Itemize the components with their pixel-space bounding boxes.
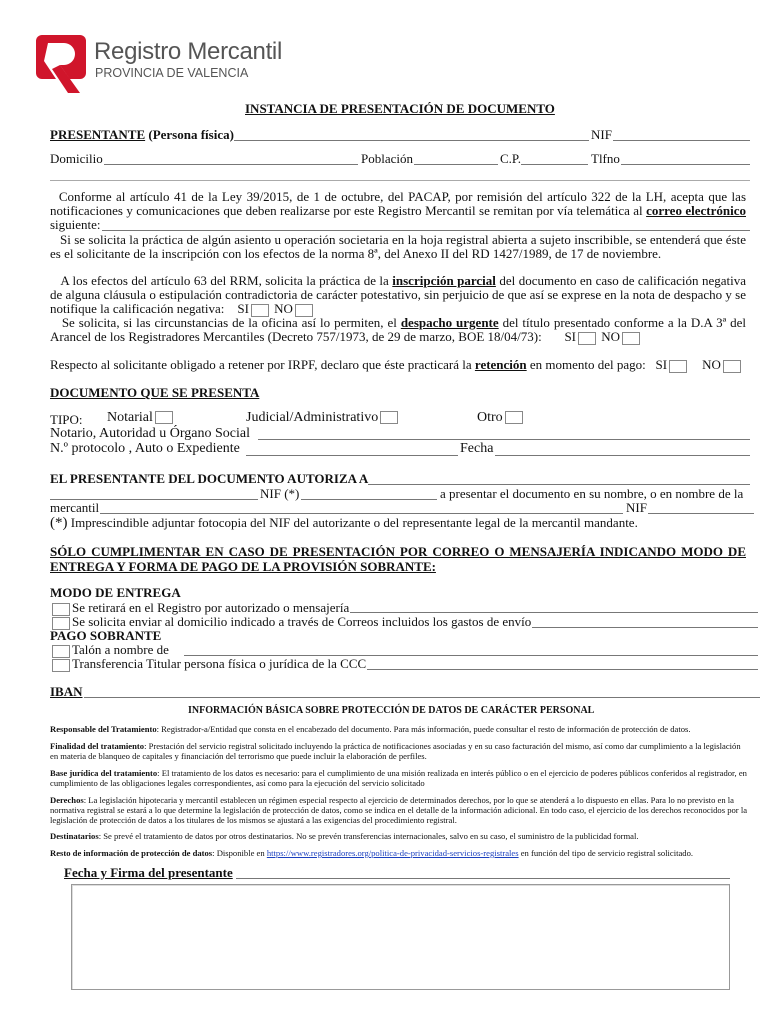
mercantil-nif-label: NIF: [626, 500, 647, 515]
responsable-row: Responsable del Tratamiento: Registrador-a/Entidad que consta en el encabezado del documento. Para más información, puede consultar el resto de información de protección de datos.: [50, 724, 691, 734]
presentante-name-field[interactable]: [234, 140, 589, 141]
nif-field[interactable]: [613, 140, 750, 141]
pago-opcion-transferencia[interactable]: Transferencia Titular persona física o jurídica de la CCC: [50, 656, 366, 672]
autorizado-field[interactable]: [368, 484, 750, 485]
document-title: INSTANCIA DE PRESENTACIÓN DE DOCUMENTO: [245, 101, 555, 116]
nif-label: NIF: [591, 127, 612, 142]
correo-heading: SÓLO CUMPLIMENTAR EN CASO DE PRESENTACIÓN POR CORREO O MENSAJERÍA INDICANDO MODO DE ENTREGA Y FORMA DE PAGO DE LA PROVISIÓN SOBRANTE:: [50, 544, 746, 574]
retencion-si-checkbox[interactable]: [669, 360, 687, 373]
tipo-judicial-option[interactable]: Judicial/Administrativo: [246, 410, 400, 426]
inscripcion-parcial-paragraph: A los efectos del artículo 63 del RRM, solicita la práctica de la inscripción parcial del documento en caso de calificación negativa de alguna cláusula o estipulación contradictoria de carácter potestativo, sin perjuicio de que así se exprese en la nota de despacho y se notifique la calificación negativa: SI NO: [50, 273, 747, 316]
mercantil-field[interactable]: [100, 513, 623, 514]
enviar-field[interactable]: [532, 627, 758, 628]
modo-opcion-retirar[interactable]: Se retirará en el Registro por autorizado o mensajería: [50, 600, 349, 616]
notificaciones-paragraph: Conforme al artículo 41 de la Ley 39/2015, de 1 de octubre, del PACAP, por remisión del artículo 322 de la LH, acepta que las notificaciones y comunicaciones que deben realizarse por este Registro Mercantil se remitan por vía telemática al correo electrónico siguiente:: [50, 189, 747, 232]
poblacion-label: Población: [361, 151, 413, 166]
documento-heading: DOCUMENTO QUE SE PRESENTA: [50, 385, 260, 400]
privacy-policy-link[interactable]: https://www.registradores.org/politica-de-privacidad-servicios-registrales: [266, 848, 519, 858]
protocolo-label: N.º protocolo , Auto o Expediente: [50, 441, 240, 456]
notario-field[interactable]: [258, 439, 750, 440]
notario-label: Notario, Autoridad u Órgano Social: [50, 426, 250, 441]
finalidad-row: Finalidad del tratamiento: Prestación del servicio registral solicitado incluyendo la práctica de notificaciones asociadas y en su caso facturación del mismo, así como dar cumplimiento a la legislación en materia de blanqueo de capitales y financiación del terrorismo que puede incluir la elaboración de perfiles.: [50, 741, 741, 761]
otro-checkbox[interactable]: [505, 411, 523, 424]
firma-box[interactable]: [71, 884, 730, 990]
fecha-field[interactable]: [495, 455, 750, 456]
pago-opcion-talon[interactable]: Talón a nombre de: [50, 642, 169, 658]
mercantil-label: mercantil: [50, 500, 100, 515]
protocolo-field[interactable]: [246, 455, 458, 456]
domicilio-label: Domicilio: [50, 151, 103, 166]
retencion-paragraph: Respecto al solicitante obligado a retener por IRPF, declaro que éste practicará la retención en momento del pago: SI NO: [50, 357, 750, 373]
firma-underline: [236, 878, 730, 879]
derechos-row: Derechos: La legislación hipotecaria y mercantil establecen un régimen especial respecto al ejercicio de determinados derechos, por lo que se atenderá a lo dispuesto en ellas. Para lo no previsto en la normativa registral se estará a lo que determine la legislación de protección de datos, como se indica en el detalle de la información adicional. En todo caso, el ejercicio de los derechos reconocidos por la legislación de protección de datos a los titulares de los mismos se ajustará a las exigencias del procedimiento registral.: [50, 795, 748, 825]
urgente-si-checkbox[interactable]: [578, 332, 596, 345]
modo-entrega-heading: MODO DE ENTREGA: [50, 585, 181, 600]
autoriza-nif-label: NIF (*): [260, 486, 300, 501]
email-field[interactable]: [102, 230, 750, 231]
pago-sobrante-heading: PAGO SOBRANTE: [50, 628, 162, 643]
logo: [36, 35, 88, 95]
modo-opcion-enviar[interactable]: Se solicita enviar al domicilio indicado a través de Correos incluidos los gastos de envío: [50, 614, 531, 630]
nif-note: (*) Imprescindible adjuntar fotocopia del NIF del autorizante o del representante legal de la mercantil mandante.: [50, 515, 638, 531]
destinatarios-row: Destinatarios: Se prevé el tratamiento de datos por otros destinatarios. No se prevén transferencias internacionales, salvo en su caso, el suministro de la publicidad formal.: [50, 831, 639, 841]
autoriza-heading: EL PRESENTANTE DEL DOCUMENTO AUTORIZA A: [50, 471, 369, 486]
autoriza-nif-field[interactable]: [301, 499, 437, 500]
transferencia-checkbox[interactable]: [52, 659, 70, 672]
sujeto-inscribible-paragraph: Si se solicita la práctica de algún asiento u operación societaria en la hoja registral abierta a sujeto inscribible, se entenderá que éste es el solicitante de la inscripción con los efectos de la norma 8ª, del Anexo II del RD 1427/1989, de 17 de noviembre.: [50, 232, 747, 261]
judicial-checkbox[interactable]: [380, 411, 398, 424]
tipo-notarial-option[interactable]: Notarial: [107, 410, 175, 426]
mercantil-nif-field[interactable]: [648, 513, 754, 514]
proteccion-heading: INFORMACIÓN BÁSICA SOBRE PROTECCIÓN DE DATOS DE CARÁCTER PERSONAL: [188, 705, 595, 716]
despacho-urgente-paragraph: Se solicita, si las circunstancias de la oficina así lo permiten, el despacho urgente del título presentado conforme a la D.A 3ª del Arancel de los Registradores Mercantiles (Decreto 757/1973, de 29 de marzo, BOE 18/04/73): SI NO: [50, 315, 747, 344]
domicilio-field[interactable]: [104, 164, 358, 165]
presentar-text: a presentar el documento en su nombre, o en nombre de la: [440, 486, 744, 501]
retencion-no-checkbox[interactable]: [723, 360, 741, 373]
tipo-label: TIPO:: [50, 412, 83, 427]
base-juridica-row: Base jurídica del tratamiento: El tratamiento de los datos es necesario: para el cumplimiento de una misión realizada en interés público o en el ejercicio de poderes públicos conferidos al registrador, en cumplimiento de las obligaciones legales correspondientes, así como para la ejecución del servicio solicitado: [50, 768, 747, 788]
iban-field[interactable]: [84, 697, 760, 698]
brand-subtitle: PROVINCIA DE VALENCIA: [95, 66, 249, 80]
firma-label: Fecha y Firma del presentante: [64, 865, 233, 880]
tlfno-field[interactable]: [621, 164, 750, 165]
fecha-label: Fecha: [460, 441, 494, 456]
tipo-otro-option[interactable]: Otro: [477, 410, 525, 426]
divider: [50, 180, 750, 181]
iban-label: IBAN: [50, 684, 83, 699]
cp-field[interactable]: [521, 164, 588, 165]
retirar-field[interactable]: [350, 612, 758, 613]
urgente-no-checkbox[interactable]: [622, 332, 640, 345]
resto-info-row: Resto de información de protección de datos: Disponible en https://www.registradores.org/politica-de-privacidad-servicios-registrales en función del tipo de servicio registral solicitado.: [50, 848, 694, 858]
presentante-label: PRESENTANTE (Persona física): [50, 127, 234, 142]
tlfno-label: Tlfno: [591, 151, 620, 166]
poblacion-field[interactable]: [414, 164, 498, 165]
registro-logo-icon: [36, 35, 88, 95]
brand-name: Registro Mercantil: [94, 38, 282, 65]
transferencia-field[interactable]: [367, 669, 758, 670]
notarial-checkbox[interactable]: [155, 411, 173, 424]
cp-label: C.P.: [500, 151, 521, 166]
